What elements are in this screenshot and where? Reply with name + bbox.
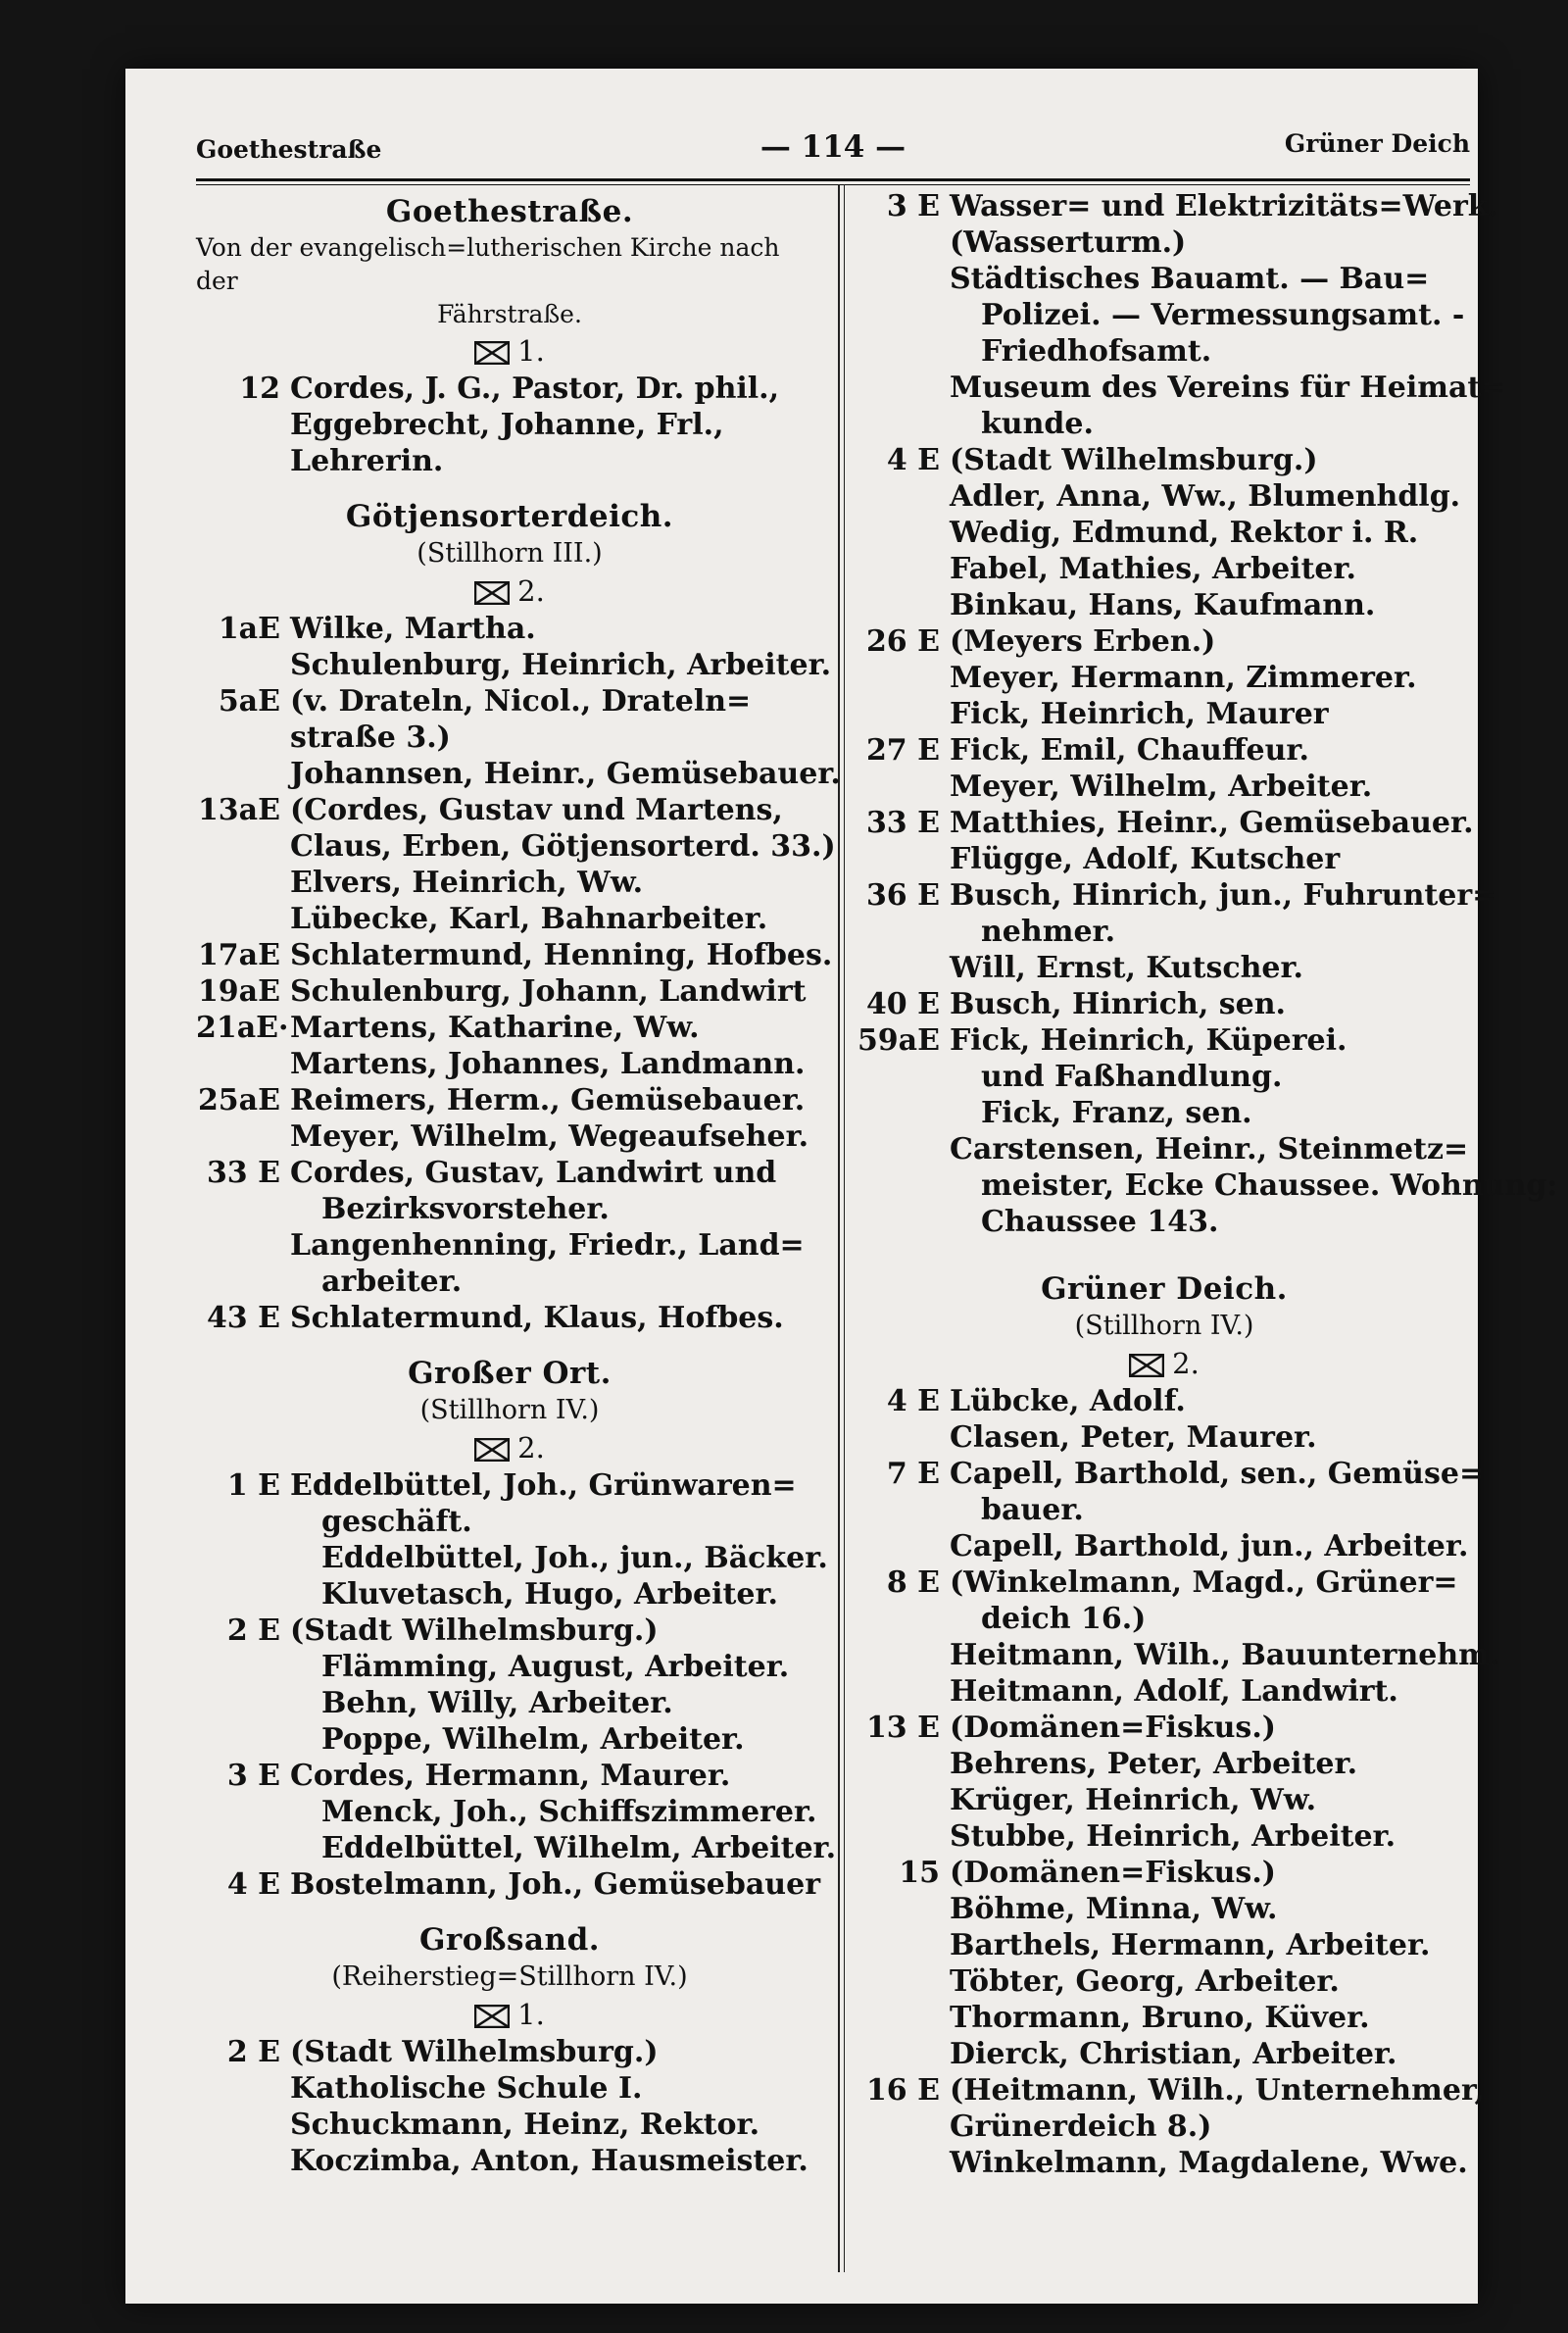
house-number: 1 E — [226, 1468, 280, 1503]
house-number: 3 E — [226, 1759, 280, 1793]
house-number: 8 E — [886, 1565, 940, 1600]
entry-line — [856, 2072, 1486, 2109]
entry-line: nehmer. — [981, 915, 1116, 949]
entry-line: Kluvetasch, Hugo, Arbeiter. — [321, 1577, 778, 1612]
street-subtitle: (Stillhorn IV.) — [419, 1395, 600, 1425]
entry-line: Meyer, Wilhelm, Wegeaufseher. — [290, 1119, 809, 1154]
entry-line — [196, 937, 833, 973]
entry-line: Poppe, Wilhelm, Arbeiter. — [321, 1722, 745, 1757]
entry-line — [856, 732, 1473, 769]
entry-text: (Winkelmann, Magd., Grüner= — [950, 1565, 1458, 1600]
entry-line: Wedig, Edmund, Rektor i. R. — [950, 516, 1419, 550]
page-number: — 114 — — [760, 129, 906, 165]
house-number: 27 E — [865, 733, 940, 768]
entry-line — [196, 1155, 823, 1191]
entry-text: (Domänen=Fiskus.) — [950, 1711, 1276, 1745]
house-number: 25aE — [197, 1083, 280, 1117]
postal-district-number: 1. — [517, 1998, 545, 2031]
entry-line: Meyer, Wilhelm, Arbeiter. — [950, 769, 1373, 804]
postal-district — [196, 1995, 823, 2034]
entry-text: Schulenburg, Johann, Landwirt — [290, 974, 807, 1009]
street-heading-goetjensorterdeich: Götjensorterdeich. — [345, 499, 674, 534]
street-subtitle: (Stillhorn III.) — [416, 538, 603, 569]
street-heading-grosssand: Großsand. — [418, 1922, 601, 1958]
house-number: 4 E — [886, 1384, 940, 1418]
house-number: 4 E — [226, 1867, 280, 1902]
house-number: 12 — [239, 372, 280, 406]
street-heading-goethestrasse: Goethestraße. — [385, 194, 634, 229]
entry-text: Busch, Hinrich, jun., Fuhrunter= — [950, 878, 1497, 913]
entry-line: Johannsen, Heinr., Gemüsebauer. — [290, 757, 841, 791]
header-rule-thin — [196, 184, 1470, 185]
entry-text: Eddelbüttel, Joh., Grünwaren= — [290, 1468, 797, 1503]
postal-district — [196, 1428, 823, 1467]
entry-line: Katholische Schule I. — [290, 2071, 643, 2106]
entry-line: Eddelbüttel, Joh., jun., Bäcker. — [321, 1541, 828, 1575]
entry-line: Heitmann, Adolf, Landwirt. — [950, 1674, 1398, 1709]
postal-district — [856, 1344, 1473, 1383]
entry-text: Martens, Katharine, Ww. — [290, 1011, 700, 1045]
entry-text: (v. Drateln, Nicol., Drateln= — [290, 684, 752, 719]
entry-line: Martens, Johannes, Landmann. — [290, 1047, 806, 1081]
entry-line: Koczimba, Anton, Hausmeister. — [290, 2144, 808, 2178]
entry-line: Barthels, Hermann, Arbeiter. — [950, 1928, 1431, 1962]
entry-line: Elvers, Heinrich, Ww. — [290, 866, 644, 900]
entry-text: Cordes, J. G., Pastor, Dr. phil., — [290, 372, 780, 406]
entry-text: Bostelmann, Joh., Gemüsebauer — [290, 1867, 820, 1902]
house-number: 13aE — [197, 793, 280, 827]
entry-line: Behrens, Peter, Arbeiter. — [950, 1747, 1358, 1781]
entry-line — [196, 371, 823, 407]
entry-line: Adler, Anna, Ww., Blumenhdlg. — [950, 479, 1461, 514]
entry-line — [856, 442, 1473, 478]
house-number: 1aE — [218, 612, 280, 646]
entry-line — [196, 792, 823, 828]
postal-district-number: 2. — [517, 1431, 545, 1464]
street-subtitle: (Stillhorn IV.) — [1074, 1311, 1254, 1341]
entry-line: Fick, Franz, sen. — [981, 1096, 1252, 1130]
header-rule — [196, 178, 1470, 181]
left-column — [196, 188, 841, 2179]
entry-line: Töbter, Georg, Arbeiter. — [950, 1964, 1340, 1999]
entry-line: Heitmann, Wilh., Bauunternehm. — [950, 1638, 1500, 1672]
page-header — [196, 129, 1470, 173]
entry-line — [856, 1564, 1473, 1601]
entry-line: Binkau, Hans, Kaufmann. — [950, 588, 1376, 622]
entry-line: Dierck, Christian, Arbeiter. — [950, 2037, 1397, 2071]
entry-line: deich 16.) — [981, 1602, 1147, 1636]
entry-text: Schlatermund, Henning, Hofbes. — [290, 938, 833, 972]
entry-text: (Meyers Erben.) — [950, 624, 1216, 659]
street-note-cont: Fährstraße. — [437, 300, 582, 328]
entry-line: Grünerdeich 8.) — [950, 2110, 1212, 2144]
entry-line: Langenhenning, Friedr., Land= — [290, 1228, 805, 1263]
entry-line: Winkelmann, Magdalene, Wwe. — [950, 2146, 1468, 2180]
entry-line — [196, 1758, 823, 1794]
entry-line: arbeiter. — [321, 1265, 463, 1299]
entry-text: (Cordes, Gustav und Martens, — [290, 793, 783, 827]
entry-line: Chaussee 143. — [981, 1205, 1219, 1239]
entry-line — [196, 1866, 823, 1903]
entry-line: Schuckmann, Heinz, Rektor. — [290, 2108, 760, 2142]
entry-text: (Stadt Wilhelmsburg.) — [290, 2035, 659, 2069]
entry-text: Matthies, Heinr., Gemüsebauer. — [950, 806, 1474, 840]
entry-line: Clasen, Peter, Maurer. — [950, 1420, 1317, 1455]
entry-line: Krüger, Heinrich, Ww. — [950, 1783, 1317, 1817]
house-number: 33 E — [206, 1156, 280, 1190]
entry-line: Eddelbüttel, Wilhelm, Arbeiter. — [321, 1831, 837, 1865]
entry-line: Will, Ernst, Kutscher. — [950, 951, 1303, 985]
house-number: 2 E — [226, 2035, 280, 2069]
entry-line: geschäft. — [321, 1505, 472, 1539]
directory-page — [125, 69, 1558, 2304]
entry-line: Claus, Erben, Götjensorterd. 33.) — [290, 829, 836, 864]
entry-text: (Stadt Wilhelmsburg.) — [950, 443, 1318, 477]
house-number: 19aE — [197, 974, 280, 1009]
entry-line: Museum des Vereins für Heimat= — [950, 371, 1506, 405]
entry-text: (Heitmann, Wilh., Unternehmer, — [950, 2073, 1486, 2108]
entry-line: Capell, Barthold, jun., Arbeiter. — [950, 1529, 1469, 1564]
entry-line — [856, 1710, 1473, 1746]
entry-line: (Wasserturm.) — [950, 225, 1187, 260]
house-number: 17aE — [197, 938, 280, 972]
column-divider — [838, 184, 840, 2272]
entry-text: Cordes, Hermann, Maurer. — [290, 1759, 731, 1793]
entry-line — [196, 1613, 823, 1649]
entry-line — [856, 877, 1497, 914]
running-head-left: Goethestraße — [196, 135, 382, 164]
house-number: 40 E — [865, 987, 940, 1021]
entry-line: Fabel, Mathies, Arbeiter. — [950, 552, 1357, 586]
entry-line: Stubbe, Heinrich, Arbeiter. — [950, 1819, 1396, 1854]
entry-text: Fick, Emil, Chauffeur. — [950, 733, 1309, 768]
postal-district-number: 1. — [517, 334, 545, 368]
entry-line: und Faßhandlung. — [981, 1060, 1283, 1094]
street-heading-gruener-deich: Grüner Deich. — [1041, 1271, 1288, 1307]
entry-text: Capell, Barthold, sen., Gemüse= — [950, 1457, 1485, 1491]
house-number: 26 E — [865, 624, 940, 659]
entry-line — [856, 1383, 1473, 1419]
entry-text: Reimers, Herm., Gemüsebauer. — [290, 1083, 806, 1117]
house-number: 13 E — [865, 1711, 940, 1745]
entry-line: Lehrerin. — [290, 444, 444, 478]
entry-line: Carstensen, Heinr., Steinmetz= — [950, 1132, 1469, 1166]
entry-text: Cordes, Gustav, Landwirt und — [290, 1156, 777, 1190]
entry-line: Städtisches Bauamt. — Bau= — [950, 262, 1430, 296]
entry-line: bauer. — [981, 1493, 1084, 1527]
entry-line: Böhme, Minna, Ww. — [950, 1892, 1278, 1926]
entry-line: Eggebrecht, Johanne, Frl., — [290, 408, 724, 442]
house-number: 4 E — [886, 443, 940, 477]
entry-line: Menck, Joh., Schiffszimmerer. — [321, 1795, 817, 1829]
entry-line: Lübecke, Karl, Bahnarbeiter. — [290, 902, 768, 936]
entry-line — [856, 1855, 1473, 1891]
postal-district-number: 2. — [517, 574, 545, 608]
entry-text: Fick, Heinrich, Küperei. — [950, 1023, 1348, 1058]
entry-text: Wilke, Martha. — [290, 612, 536, 646]
house-number: 2 E — [226, 1613, 280, 1648]
entry-text: Schlatermund, Klaus, Hofbes. — [290, 1301, 784, 1335]
entry-text: (Domänen=Fiskus.) — [950, 1856, 1276, 1890]
entry-line: Behn, Willy, Arbeiter. — [321, 1686, 673, 1720]
entry-line — [196, 1467, 823, 1504]
entry-line: Thormann, Bruno, Küver. — [950, 2001, 1370, 2035]
entry-line — [196, 683, 823, 720]
entry-line — [856, 188, 1498, 224]
envelope-icon — [474, 341, 510, 365]
column-divider-thin — [844, 184, 845, 2272]
entry-line — [196, 973, 823, 1010]
entry-line — [856, 986, 1473, 1022]
entry-line: Meyer, Hermann, Zimmerer. — [950, 661, 1417, 695]
right-column — [856, 188, 1558, 2181]
house-number: 43 E — [206, 1301, 280, 1335]
entry-line: Fick, Heinrich, Maurer — [950, 697, 1329, 731]
house-number: 3 E — [886, 189, 940, 223]
house-number: 36 E — [865, 878, 940, 913]
street-note: Von der evangelisch=lutherischen Kirche nach der — [196, 233, 780, 295]
running-head-right: Grüner Deich — [1284, 129, 1470, 158]
entry-line: Polizei. — Vermessungsamt. - — [981, 298, 1465, 332]
entry-line: straße 3.) — [290, 720, 451, 755]
postal-district — [196, 331, 823, 371]
entry-line: Flügge, Adolf, Kutscher — [950, 842, 1341, 876]
entry-line: Flämming, August, Arbeiter. — [321, 1650, 790, 1684]
postal-district-number: 2. — [1172, 1347, 1200, 1380]
envelope-icon — [474, 1438, 510, 1462]
envelope-icon — [474, 2005, 510, 2028]
house-number: 5aE — [218, 684, 280, 719]
street-heading-grosser-ort: Großer Ort. — [408, 1356, 612, 1391]
house-number: 15 — [899, 1856, 940, 1890]
entry-text: Busch, Hinrich, sen. — [950, 987, 1286, 1021]
entry-line — [196, 611, 823, 647]
entry-text: Lübcke, Adolf. — [950, 1384, 1186, 1418]
house-number: 7 E — [886, 1457, 940, 1491]
street-subtitle: (Reiherstieg=Stillhorn IV.) — [331, 1961, 688, 1992]
entry-line — [196, 1010, 823, 1046]
postal-district — [196, 571, 823, 611]
entry-line: meister, Ecke Chaussee. Wohnung: — [981, 1168, 1558, 1203]
envelope-icon — [474, 581, 510, 605]
entry-line: kunde. — [981, 407, 1094, 441]
entry-line — [856, 805, 1473, 841]
entry-line: Bezirksvorsteher. — [321, 1192, 610, 1226]
house-number: 33 E — [865, 806, 940, 840]
entry-line — [196, 2034, 823, 2070]
entry-line: Friedhofsamt. — [981, 334, 1212, 369]
entry-text: (Stadt Wilhelmsburg.) — [290, 1613, 659, 1648]
entry-line — [196, 1082, 823, 1118]
entry-line — [856, 1456, 1485, 1492]
entry-line — [856, 623, 1473, 660]
entry-line — [856, 1022, 1473, 1059]
house-number: 59aE — [857, 1023, 940, 1058]
entry-line — [196, 1300, 823, 1336]
house-number: 16 E — [865, 2073, 940, 2108]
entry-line: Schulenburg, Heinrich, Arbeiter. — [290, 648, 832, 682]
entry-text: Wasser= und Elektrizitäts=Werk. — [950, 189, 1498, 223]
house-number: 21aE· — [196, 1011, 289, 1045]
envelope-icon — [1129, 1354, 1164, 1377]
